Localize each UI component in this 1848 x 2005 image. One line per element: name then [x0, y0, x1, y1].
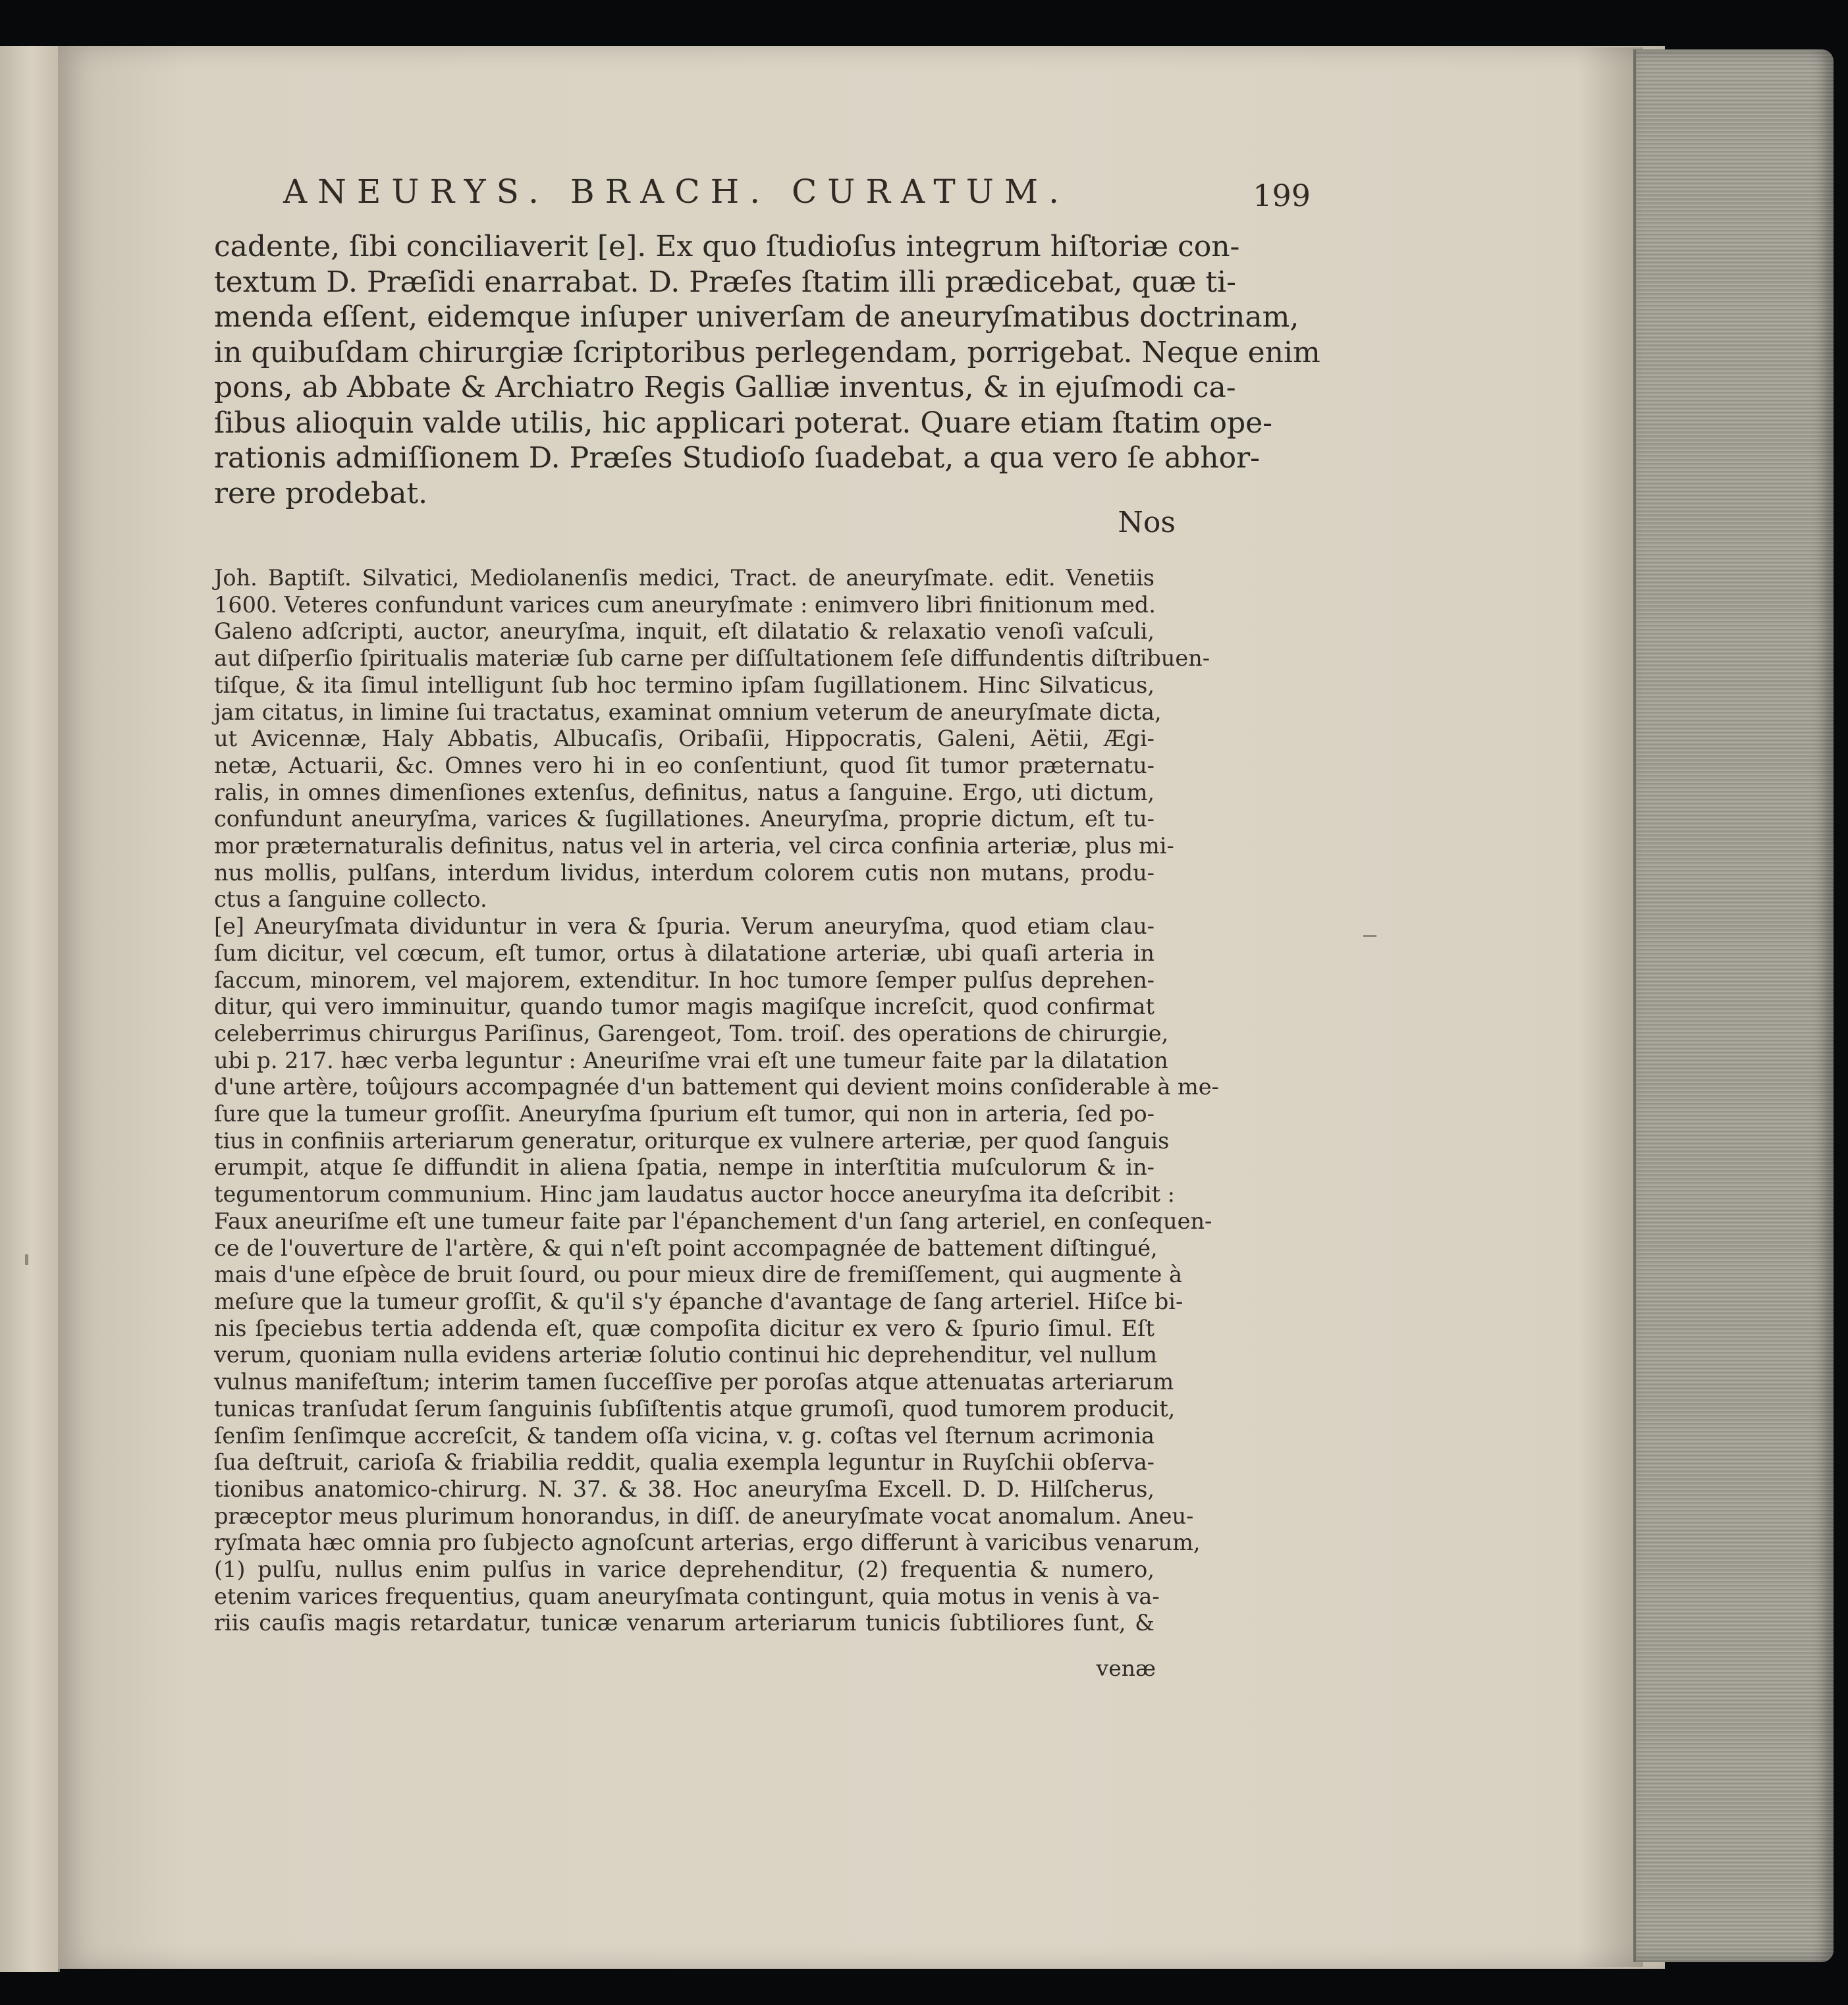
footnote-line: tunicas tranſudat ſerum ſanguinis ſubſiſtentis atque grumoſi, quod tumorem producit, — [214, 1395, 1176, 1422]
page-number: 199 — [1253, 178, 1311, 213]
facing-page-edge — [0, 46, 60, 1972]
footnote-line: ſure que la tumeur groſſit. Aneuryſma ſpurium eſt tumor, qui non in arteria, ſed po- — [214, 1101, 1155, 1127]
catchword: Nos — [1118, 506, 1176, 539]
footnote-line: meſure que la tumeur groſſit, & qu'il s'y épanche d'avantage de ſang arteriel. Hiſce bi- — [214, 1288, 1183, 1314]
footnote-line: ce de l'ouverture de l'artère, & qui n'eſt point accompagnée de battement diſtingué, — [214, 1235, 1158, 1261]
footnote-line: mor præternaturalis definitus, natus vel in arteria, vel circa confinia arteriæ, plus mi- — [214, 833, 1174, 859]
footnote-line: mais d'une eſpèce de bruit ſourd, ou pour mieux dire de fremiſſement, qui augmente à — [214, 1262, 1182, 1288]
footnote-line: confundunt aneuryſma, varices & ſugillationes. Aneuryſma, proprie dictum, eſt tu- — [214, 806, 1155, 832]
footnote-line: netæ, Actuarii, &c. Omnes vero hi in eo conſentiunt, quod ſit tumor præternatu- — [214, 752, 1155, 778]
main-text-block — [214, 229, 1320, 511]
footnote-line: tionibus anatomico-chirurg. N. 37. & 38. Hoc aneuryſma Excell. D. D. Hilſcherus, — [214, 1476, 1155, 1502]
footnote-line: etenim varices frequentius, quam aneuryſmata contingunt, quia motus in venis à va- — [214, 1583, 1160, 1609]
footnote-line: 1600. Veteres confundunt varices cum aneuryſmate : enimvero libri finitionum med. — [214, 591, 1156, 618]
footnote-line: præceptor meus plurimum honorandus, in diſſ. de aneuryſmate vocat anomalum. Aneu- — [214, 1503, 1194, 1529]
footnote-line: ditur, qui vero imminuitur, quando tumor magis magiſque increſcit, quod confirmat — [214, 994, 1155, 1020]
text-line: in quibuſdam chirurgiæ ſcriptoribus perlegendam, porrigebat. Neque enim — [214, 335, 1320, 369]
text-line: pons, ab Abbate & Archiatro Regis Galliæ inventus, & in ejuſmodi ca- — [214, 371, 1236, 404]
footnote-line: nis ſpeciebus tertia addenda eſt, quæ compoſita dicitur ex vero & ſpurio ſimul. Eſt — [214, 1315, 1155, 1341]
footnote-line: ctus a ſanguine collecto. — [214, 886, 487, 913]
footnote-catchword: venæ — [1096, 1655, 1156, 1681]
footnote-line: ubi p. 217. hæc verba leguntur : Aneuriſme vrai eſt une tumeur faite par la dilatation — [214, 1047, 1168, 1073]
footnote-line: [e] Aneuryſmata dividuntur in vera & ſpuria. Verum aneuryſma, quod etiam clau- — [214, 913, 1155, 940]
footnote-line: tiſque, & ita ſimul intelligunt ſub hoc termino ipſam ſugillationem. Hinc Silvaticus, — [214, 672, 1155, 698]
running-title: ANEURYS. BRACH. CURATUM. — [283, 173, 1070, 211]
running-head — [283, 173, 1311, 225]
text-line: menda eſſent, eidemque inſuper univerſam de aneuryſmatibus doctrinam, — [214, 300, 1299, 334]
footnote-line: tius in confiniis arteriarum generatur, oriturque ex vulnere arteriæ, per quod ſanguis — [214, 1127, 1170, 1154]
footnote-line: ralis, in omnes dimenſiones extenſus, definitus, natus a ſanguine. Ergo, uti dictum, — [214, 779, 1155, 805]
footnote-line: nus mollis, pulſans, interdum lividus, interdum colorem cutis non mutans, produ- — [214, 859, 1155, 886]
footnote-line: ut Avicennæ, Haly Abbatis, Albucaſis, Oribaſii, Hippocratis, Galeni, Aëtii, Ægi- — [214, 726, 1155, 752]
footnote-line: Joh. Baptiſt. Silvatici, Mediolanenſis medici, Tract. de aneuryſmate. edit. Venetiis — [214, 565, 1155, 591]
footnote-line: Faux aneuriſme eſt une tumeur faite par l'épanchement d'un ſang arteriel, en conſequen- — [214, 1208, 1212, 1234]
text-line: rere prodebat. — [214, 476, 428, 510]
footnote-line: celeberrimus chirurgus Pariſinus, Garengeot, Tom. troiſ. des operations de chirurgie, — [214, 1020, 1169, 1046]
footnote-line: aut diſperſio ſpiritualis materiæ ſub carne per diſſultationem ſeſe diffundentis diſtribuen- — [214, 645, 1210, 672]
footnote-line: Galeno adſcripti, auctor, aneuryſma, inquit, eſt dilatatio & relaxatio venoſi vaſculi, — [214, 618, 1155, 645]
footnote-line: erumpit, atque ſe diffundit in aliena ſpatia, nempe in interſtitia muſculorum & in- — [214, 1154, 1155, 1181]
book-fore-edge — [1633, 49, 1834, 1962]
text-line: textum D. Præſidi enarrabat. D. Præſes ſtatim illi prædicebat, quæ ti- — [214, 265, 1236, 299]
footnote-line: (1) pulſu, nullus enim pulſus in varice deprehenditur, (2) frequentia & numero, — [214, 1557, 1155, 1583]
footnote-line: d'une artère, toûjours accompagnée d'un battement qui devient moins conſiderable à me- — [214, 1074, 1219, 1100]
footnote-line: jam citatus, in limine ſui tractatus, examinat omnium veterum de aneuryſmate dicta, — [214, 699, 1162, 725]
footnote-line: verum, quoniam nulla evidens arteriæ ſolutio continui hic deprehenditur, vel nullum — [214, 1342, 1157, 1368]
paper-speck — [1363, 935, 1376, 937]
text-line: rationis admiſſionem D. Præſes Studioſo ſuadebat, a qua vero ſe abhor- — [214, 441, 1261, 475]
footnote-line: ſum dicitur, vel cœcum, eſt tumor, ortus à dilatatione arteriæ, ubi quaſi arteria in — [214, 940, 1155, 966]
text-line: cadente, ſibi conciliaverit [e]. Ex quo ſtudioſus integrum hiſtoriæ con- — [214, 230, 1240, 263]
footnote-line: riis cauſis magis retardatur, tunicæ venarum arteriarum tunicis ſubtiliores ſunt, & — [214, 1610, 1155, 1636]
footnote-line: ſaccum, minorem, vel majorem, extenditur. In hoc tumore ſemper pulſus deprehen- — [214, 967, 1155, 993]
footnotes-block — [214, 565, 1219, 1637]
text-line: ſibus alioquin valde utilis, hic applicari poterat. Quare etiam ſtatim ope- — [214, 406, 1273, 440]
footnote-line: vulnus manifeſtum; interim tamen ſucceſſive per poroſas atque attenuatas arteriarum — [214, 1369, 1174, 1395]
paper-speck — [25, 1254, 28, 1265]
footnote-line: ſenſim ſenſimque accreſcit, & tandem oſſa vicina, v. g. coſtas vel ſternum acrimonia — [214, 1422, 1155, 1449]
footnote-line: tegumentorum communium. Hinc jam laudatus auctor hocce aneuryſma ita deſcribit : — [214, 1181, 1175, 1208]
footnote-line: ſua deſtruit, carioſa & friabilia reddit, qualia exempla leguntur in Ruyſchii obſerva- — [214, 1449, 1155, 1476]
footnote-line: ryſmata hæc omnia pro ſubjecto agnoſcunt arterias, ergo differunt à varicibus venarum, — [214, 1530, 1201, 1556]
